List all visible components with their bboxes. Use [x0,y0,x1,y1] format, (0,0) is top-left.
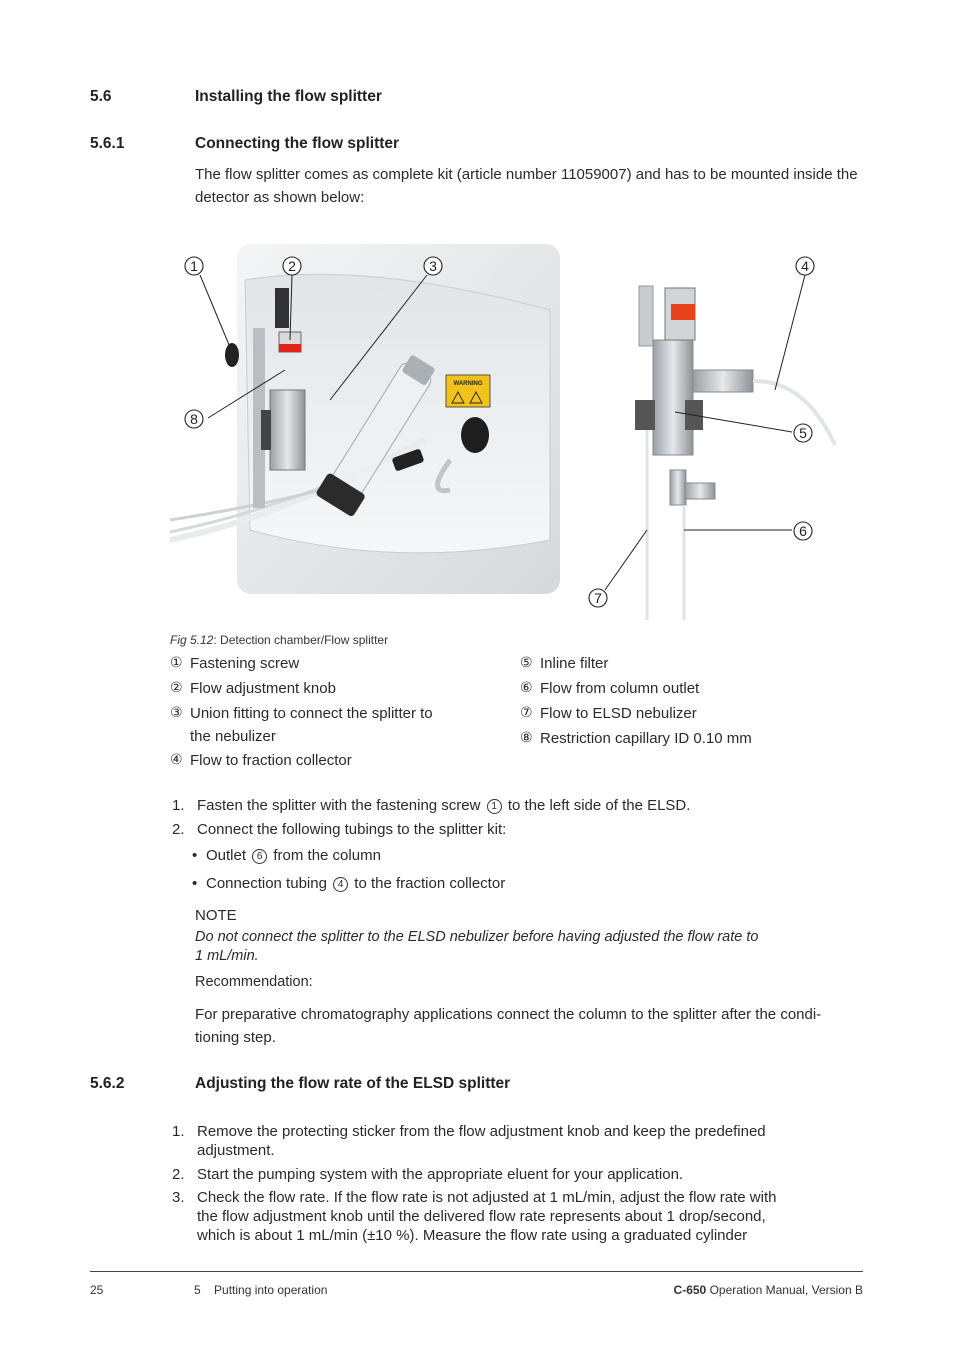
ref-circle: 6 [252,849,267,864]
legend-item: ③ Union fitting to connect the splitter to the nebulizer [170,705,433,745]
recommendation-label: Recommendation: [195,974,313,990]
warning-label: WARNING [453,381,483,387]
legend-right [520,651,860,751]
ref-circle: 1 [487,799,502,814]
page-number: 25 [90,1283,104,1297]
bullet-item: • Connection tubing 4 to the fraction collector [192,875,506,892]
intro-paragraph: The flow splitter comes as complete kit (article number 11059007) and has to be mounted inside the detector as shown below: [195,166,858,206]
step-item: 1. Fasten the splitter with the fastening screw 1 to the left side of the ELSD. [172,797,691,814]
caption-text: : Detection chamber/Flow splitter [213,633,389,647]
subsection-number: 5.6.2 [90,1075,125,1092]
svg-text:4: 4 [801,258,809,274]
svg-text:2: 2 [288,258,296,274]
chapter-label: 5 Putting into operation [194,1283,328,1297]
step-item: 2. Connect the following tubings to the splitter kit: [172,821,507,838]
callout-6 [794,522,812,540]
manual-title: C-650 Operation Manual, Version B [673,1283,863,1297]
svg-text:5: 5 [799,425,807,441]
detector-photo [170,244,560,594]
legend-item: ⑦ Flow to ELSD nebulizer [520,705,697,722]
svg-text:7: 7 [594,590,602,606]
subsection-title: Adjusting the flow rate of the ELSD splitter [195,1075,511,1092]
section-number: 5.6 [90,88,112,105]
subsection-number: 5.6.1 [90,135,125,152]
legend-left [170,651,510,773]
figure-detection-chamber [165,240,845,625]
step-item: 3. Check the flow rate. If the flow rate is not adjusted at 1 mL/min, adjust the flow rate with the flow adjustment knob until the delivered flow rate represents about 1 drop/second, which is about 1 mL/min (±10 %). Measure the flow rate using a graduated cylinder [172,1189,777,1244]
callout-4 [796,257,814,275]
callout-3 [424,257,442,275]
svg-text:6: 6 [799,523,807,539]
svg-text:1: 1 [190,258,198,274]
callout-2 [283,257,301,275]
legend-item: ⑧ Restriction capillary ID 0.10 mm [520,730,752,747]
svg-text:3: 3 [429,258,437,274]
svg-text:8: 8 [190,411,198,427]
note-text: Do not connect the splitter to the ELSD nebulizer before having adjusted the flow rate to 1 mL/min. [195,929,759,964]
ref-circle: 4 [333,877,348,892]
section-title: Installing the flow splitter [195,88,382,105]
figure-caption [170,633,388,647]
note-label: NOTE [195,907,237,924]
callout-1 [185,257,203,275]
legend-item: ④ Flow to fraction collector [170,752,352,769]
splitter-photo [635,286,835,620]
steps-list-2 [172,1122,872,1245]
subsection-title: Connecting the flow splitter [195,135,400,152]
step-item: 1. Remove the protecting sticker from the flow adjustment knob and keep the predefined adjustment. [172,1123,766,1159]
callout-7 [589,589,607,607]
bullet-item: • Outlet 6 from the column [192,847,381,864]
legend-item: ② Flow adjustment knob [170,680,336,697]
callout-5 [794,424,812,442]
legend-item: ⑤ Inline filter [520,655,609,672]
legend-item: ⑥ Flow from column outlet [520,680,700,697]
callout-8 [185,410,203,428]
step-item: 2. Start the pumping system with the appropriate eluent for your application. [172,1166,684,1183]
recommendation-text: For preparative chromatography applications connect the column to the splitter after the condi- tioning step. [195,1006,822,1046]
steps-list-1 [172,796,872,839]
legend-item: ① Fastening screw [170,655,300,672]
caption-prefix: Fig 5.12 [170,633,214,647]
footer-rule [90,1271,863,1272]
